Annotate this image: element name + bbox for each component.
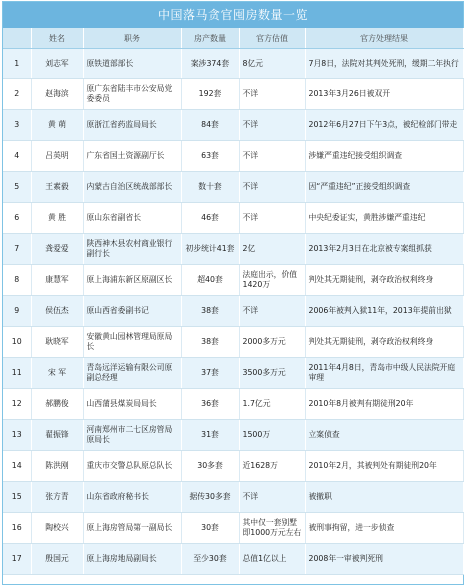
row-number-cell: 7 bbox=[3, 234, 31, 265]
official-valuation-cell: 不详 bbox=[239, 296, 305, 327]
row-number-cell: 5 bbox=[3, 172, 31, 203]
handling-result-cell: 涉嫌严重违纪接受组织调查 bbox=[305, 141, 463, 172]
official-valuation-cell: 法庭出示，价值1420万 bbox=[239, 265, 305, 296]
handling-result-cell: 2013年2月3日在北京被专案组抓获 bbox=[305, 234, 463, 265]
property-count-cell: 84套 bbox=[181, 110, 239, 141]
official-post-cell: 重庆市交警总队原总队长 bbox=[83, 451, 181, 482]
table-row bbox=[3, 49, 463, 79]
official-name-cell: 陈洪刚 bbox=[31, 451, 83, 482]
row-number-cell: 1 bbox=[3, 49, 31, 79]
official-post-cell: 原上海房地局副局长 bbox=[83, 544, 181, 575]
header-count: 房产数量 bbox=[181, 28, 239, 49]
row-number-cell: 11 bbox=[3, 358, 31, 389]
property-count-cell: 38套 bbox=[181, 327, 239, 358]
official-name-cell: 翟振锋 bbox=[31, 420, 83, 451]
official-valuation-cell: 3500多万元 bbox=[239, 358, 305, 389]
official-name-cell: 陶校兴 bbox=[31, 513, 83, 544]
official-post-cell: 青岛远洋运输有限公司原副总经理 bbox=[83, 358, 181, 389]
handling-result-cell: 被刑事拘留，进一步侦查 bbox=[305, 513, 463, 544]
handling-result-cell: 立案侦查 bbox=[305, 420, 463, 451]
official-post-cell: 陕西神木县农村商业银行副行长 bbox=[83, 234, 181, 265]
property-count-cell: 192套 bbox=[181, 79, 239, 110]
official-valuation-cell: 不详 bbox=[239, 79, 305, 110]
official-valuation-cell: 2亿 bbox=[239, 234, 305, 265]
property-count-cell: 初步统计41套 bbox=[181, 234, 239, 265]
handling-result-cell: 2011年4月8日，青岛市中级人民法院开庭审理 bbox=[305, 358, 463, 389]
official-valuation-cell: 不详 bbox=[239, 172, 305, 203]
handling-result-cell: 2008年一审被判死刑 bbox=[305, 544, 463, 575]
official-post-cell: 内蒙古自治区统战部部长 bbox=[83, 172, 181, 203]
official-valuation-cell: 8亿元 bbox=[239, 49, 305, 79]
official-valuation-cell: 近1628万 bbox=[239, 451, 305, 482]
official-valuation-cell: 其中仅一套别墅即1000万元左右 bbox=[239, 513, 305, 544]
row-number-cell: 2 bbox=[3, 79, 31, 110]
handling-result-cell: 中央纪委证实，黄胜涉嫌严重违纪 bbox=[305, 203, 463, 234]
table-row bbox=[3, 79, 463, 110]
handling-result-cell: 判处其无期徒刑，剥夺政治权利终身 bbox=[305, 327, 463, 358]
property-count-cell: 30套 bbox=[181, 513, 239, 544]
header-result: 官方处理结果 bbox=[305, 28, 463, 49]
row-number-cell: 14 bbox=[3, 451, 31, 482]
handling-result-cell: 2010年8月被判有期徒刑20年 bbox=[305, 389, 463, 420]
official-valuation-cell: 1.7亿元 bbox=[239, 389, 305, 420]
property-count-cell: 数十套 bbox=[181, 172, 239, 203]
official-name-cell: 侯伍杰 bbox=[31, 296, 83, 327]
official-post-cell: 原浙江省药监局局长 bbox=[83, 110, 181, 141]
official-post-cell: 原山东省副省长 bbox=[83, 203, 181, 234]
handling-result-cell: 2006年被判入狱11年，2013年提前出狱 bbox=[305, 296, 463, 327]
official-name-cell: 殷国元 bbox=[31, 544, 83, 575]
official-name-cell: 吕英明 bbox=[31, 141, 83, 172]
official-name-cell: 耿晓军 bbox=[31, 327, 83, 358]
row-number-cell: 8 bbox=[3, 265, 31, 296]
row-number-cell: 6 bbox=[3, 203, 31, 234]
official-valuation-cell: 2000多万元 bbox=[239, 327, 305, 358]
official-post-cell: 河南郑州市二七区房管局原局长 bbox=[83, 420, 181, 451]
property-count-cell: 46套 bbox=[181, 203, 239, 234]
handling-result-cell: 判处其无期徒刑，剥夺政治权利终身 bbox=[305, 265, 463, 296]
table-row bbox=[3, 172, 463, 203]
property-count-cell: 31套 bbox=[181, 420, 239, 451]
table-row bbox=[3, 482, 463, 513]
handling-result-cell: 2010年2月，其被判处有期徒刑20年 bbox=[305, 451, 463, 482]
official-post-cell: 广东省国土资源副厅长 bbox=[83, 141, 181, 172]
official-name-cell: 黄 胜 bbox=[31, 203, 83, 234]
official-post-cell: 原上海浦东新区原副区长 bbox=[83, 265, 181, 296]
table-row bbox=[3, 110, 463, 141]
header-value: 官方估值 bbox=[239, 28, 305, 49]
header-post: 职务 bbox=[83, 28, 181, 49]
table-row bbox=[3, 544, 463, 575]
official-name-cell: 赵海滨 bbox=[31, 79, 83, 110]
property-count-cell: 36套 bbox=[181, 389, 239, 420]
row-number-cell: 3 bbox=[3, 110, 31, 141]
table-row bbox=[3, 389, 463, 420]
table-row bbox=[3, 451, 463, 482]
row-number-cell: 10 bbox=[3, 327, 31, 358]
row-number-cell: 13 bbox=[3, 420, 31, 451]
official-valuation-cell: 不详 bbox=[239, 482, 305, 513]
property-count-cell: 至少30套 bbox=[181, 544, 239, 575]
row-number-cell: 4 bbox=[3, 141, 31, 172]
official-name-cell: 郝鹏俊 bbox=[31, 389, 83, 420]
property-count-cell: 37套 bbox=[181, 358, 239, 389]
official-name-cell: 宋 军 bbox=[31, 358, 83, 389]
row-number-cell: 15 bbox=[3, 482, 31, 513]
official-valuation-cell: 总值1亿以上 bbox=[239, 544, 305, 575]
official-name-cell: 黄 萌 bbox=[31, 110, 83, 141]
table-row bbox=[3, 513, 463, 544]
official-valuation-cell: 1500万 bbox=[239, 420, 305, 451]
property-count-cell: 30多套 bbox=[181, 451, 239, 482]
official-valuation-cell: 不详 bbox=[239, 203, 305, 234]
table-row bbox=[3, 358, 463, 389]
official-post-cell: 安徽黄山园林管理局原局长 bbox=[83, 327, 181, 358]
officials-table bbox=[3, 28, 464, 575]
row-number-cell: 12 bbox=[3, 389, 31, 420]
table-header-row bbox=[3, 28, 463, 49]
property-count-cell: 据传30多套 bbox=[181, 482, 239, 513]
table-row bbox=[3, 296, 463, 327]
row-number-cell: 16 bbox=[3, 513, 31, 544]
table-row bbox=[3, 420, 463, 451]
page-title: 中国落马贪官囤房数量一览 bbox=[3, 2, 463, 28]
header-no bbox=[3, 28, 31, 49]
property-count-cell: 案涉374套 bbox=[181, 49, 239, 79]
property-count-cell: 超40套 bbox=[181, 265, 239, 296]
row-number-cell: 17 bbox=[3, 544, 31, 575]
header-name: 姓名 bbox=[31, 28, 83, 49]
table-row bbox=[3, 234, 463, 265]
official-post-cell: 山西蒲县煤炭局局长 bbox=[83, 389, 181, 420]
table-row bbox=[3, 203, 463, 234]
official-name-cell: 刘志军 bbox=[31, 49, 83, 79]
handling-result-cell: 被撤职 bbox=[305, 482, 463, 513]
row-number-cell: 9 bbox=[3, 296, 31, 327]
table-panel bbox=[2, 1, 464, 585]
official-post-cell: 原上海房管局第一副局长 bbox=[83, 513, 181, 544]
official-post-cell: 原广东省陆丰市公安局党委委员 bbox=[83, 79, 181, 110]
table-row bbox=[3, 141, 463, 172]
official-name-cell: 张方青 bbox=[31, 482, 83, 513]
table-row bbox=[3, 327, 463, 358]
official-post-cell: 山东省政府秘书长 bbox=[83, 482, 181, 513]
handling-result-cell: 2012年6月27日下午3点，被纪检部门带走 bbox=[305, 110, 463, 141]
official-name-cell: 康慧军 bbox=[31, 265, 83, 296]
official-valuation-cell: 不详 bbox=[239, 110, 305, 141]
official-name-cell: 龚爱爱 bbox=[31, 234, 83, 265]
handling-result-cell: 因“严重违纪”正接受组织调查 bbox=[305, 172, 463, 203]
official-valuation-cell: 不详 bbox=[239, 141, 305, 172]
handling-result-cell: 7月8日，法院对其判处死刑，缓期二年执行 bbox=[305, 49, 463, 79]
handling-result-cell: 2013年3月26日被双开 bbox=[305, 79, 463, 110]
official-post-cell: 原山西省委副书记 bbox=[83, 296, 181, 327]
property-count-cell: 63套 bbox=[181, 141, 239, 172]
table-row bbox=[3, 265, 463, 296]
official-post-cell: 原铁道部部长 bbox=[83, 49, 181, 79]
property-count-cell: 38套 bbox=[181, 296, 239, 327]
official-name-cell: 王素毅 bbox=[31, 172, 83, 203]
